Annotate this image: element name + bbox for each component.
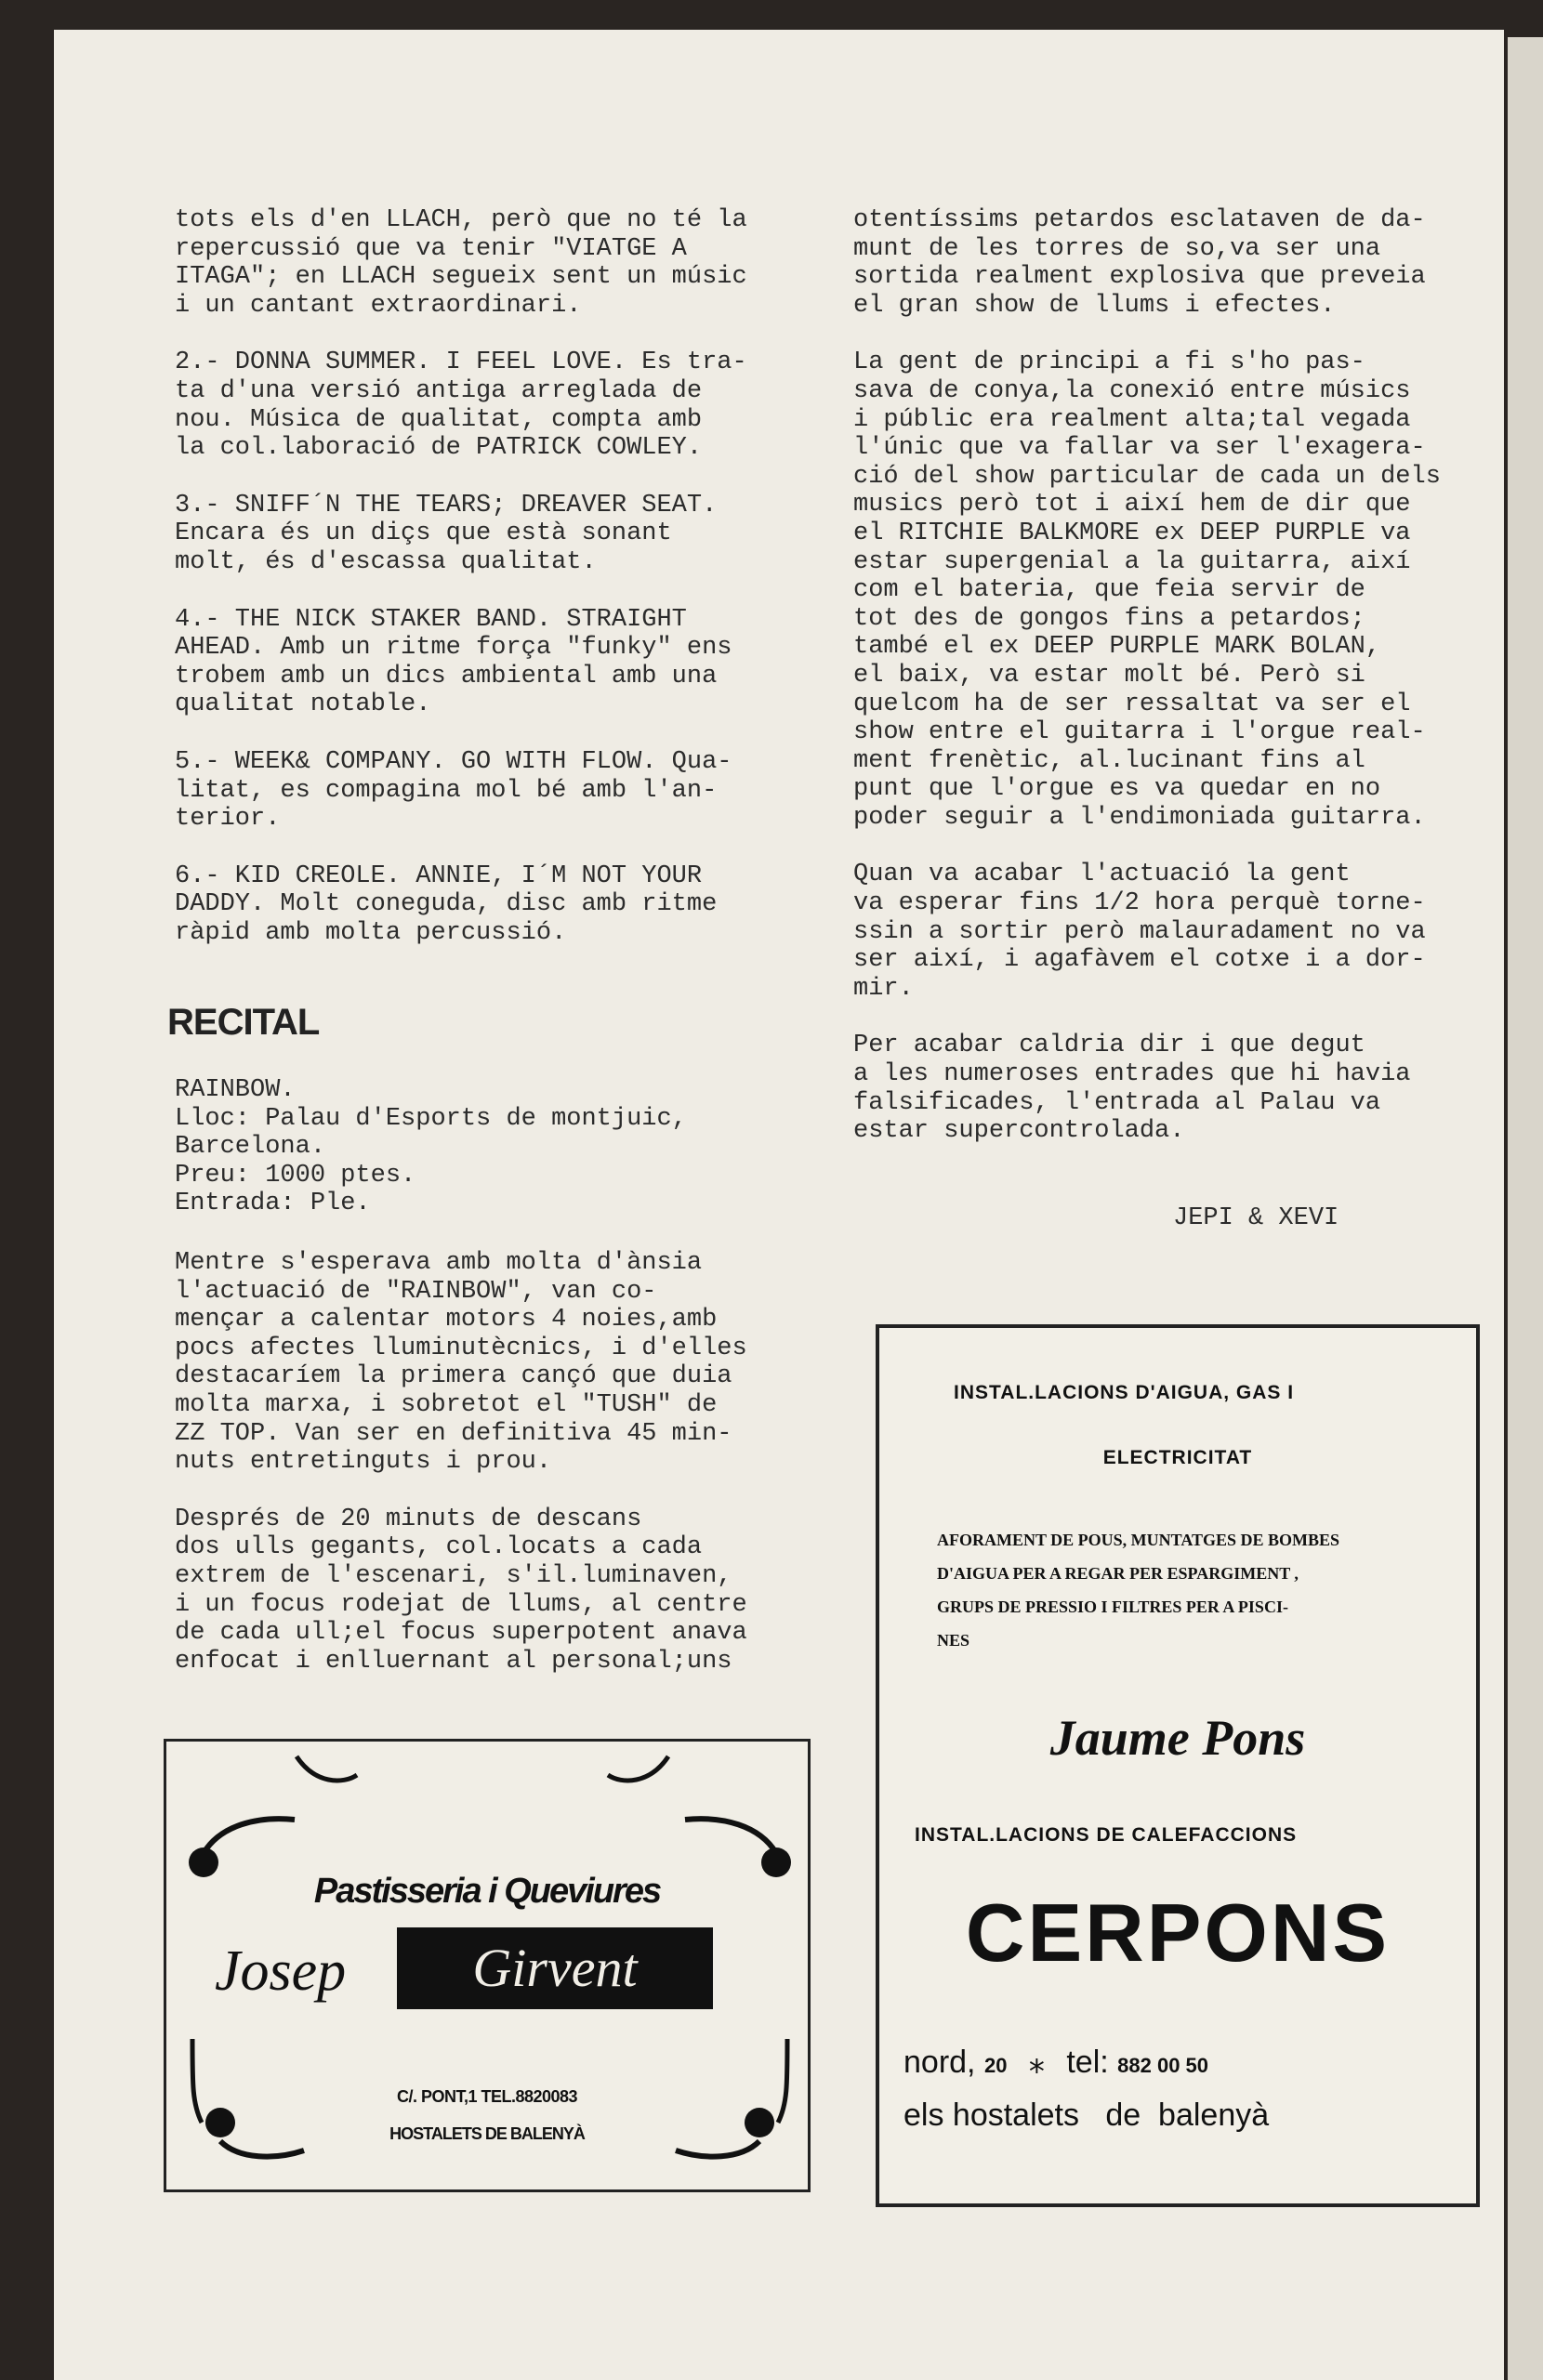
ad-name-last: Girvent — [397, 1927, 713, 2009]
ad-town: HOSTALETS DE BALENYÀ — [389, 2124, 585, 2143]
ornament-top-curl-left-icon — [287, 1747, 362, 1794]
ad-street-number: 20 — [983, 2054, 1008, 2077]
ad-service-line: INSTAL.LACIONS D'AIGUA, GAS I — [954, 1382, 1295, 1403]
ad-title: Pastisseria i Queviures — [313, 1872, 661, 1911]
ad-tel-label: tel: — [1066, 2045, 1118, 2080]
paragraph: tots els d'en LLACH, però que no té la repercussió que va tenir "VIATGE A ITAGA"; en LLACH segueix sent un músic i un cantant extraordinari. — [175, 206, 747, 320]
left-column-bottom — [175, 1249, 825, 1704]
ad-town: els hostalets de balenyà — [903, 2097, 1270, 2133]
paragraph: 6.- KID CREOLE. ANNIE, I´M NOT YOUR DADDY. Molt coneguda, disc amb ritme ràpid amb molta percussió. — [175, 861, 718, 947]
paragraph: 2.- DONNA SUMMER. I FEEL LOVE. Es tra- ta d'una versió antiga arreglada de nou. Música de qualitat, compta amb la col.laboració de PATRICK COWLEY. — [175, 348, 747, 463]
star-icon: ⁎ — [1028, 2045, 1045, 2080]
ornament-top-curl-right-icon — [603, 1747, 678, 1794]
pastisseria-ad — [164, 1739, 811, 2192]
paragraph: 5.- WEEK& COMPANY. GO WITH FLOW. Qua- litat, es compagina mol bé amb l'an- terior. — [175, 747, 732, 834]
ad-brand: CERPONS — [965, 1887, 1391, 1979]
paragraph: 3.- SNIFF´N THE TEARS; DREAVER SEAT. Encara és un diçs que està sonant molt, és d'escassa qualitat. — [175, 491, 718, 576]
ad-street: nord, — [903, 2045, 984, 2080]
ad-name-first: Josep — [215, 1940, 347, 2003]
paragraph: Per acabar caldria dir i que degut a les numeroses entrades que hi havia falsificades, l'entrada al Palau va estar supercontrolada. — [853, 1032, 1411, 1146]
ad-service-line: INSTAL.LACIONS DE CALEFACCIONS — [915, 1824, 1298, 1846]
ad-address — [903, 2044, 1208, 2081]
cerpons-ad — [876, 1324, 1480, 2207]
ad-tel: 882 00 50 — [1117, 2054, 1209, 2077]
paragraph: Després de 20 minuts de descans dos ulls gegants, col.locats a cada extrem de l'escenari, s'il.luminaven, i un focus rodejat de llums, al centre de cada ull;el focus superpotent anava enfocat i enlluernant al personal;uns — [175, 1505, 747, 1676]
ad-address: C/. PONT,1 TEL.8820083 — [396, 2087, 578, 2106]
recital-info: RAINBOW. Lloc: Palau d'Esports de montjuic, Barcelona. Preu: 1000 ptes. Entrada: Ple. — [175, 1076, 687, 1218]
author-signature: JEPI & XEVI — [1173, 1204, 1339, 1232]
right-column — [853, 206, 1523, 1175]
paragraph: Quan va acabar l'actuació la gent va esperar fins 1/2 hora perquè torne- ssin a sortir però malauradament no va ser així, i agafàvem el cotxe i a dor- mir. — [853, 861, 1426, 1003]
ad-body-text: AFORAMENT DE POUS, MUNTATGES DE BOMBES D'AIGUA PER A REGAR PER ESPARGIMENT , GRUPS DE PRESSIO I FILTRES PER A PISCI- NES — [937, 1531, 1340, 1650]
left-column-top — [175, 206, 825, 976]
ad-script-name: Jaume Pons — [1049, 1710, 1306, 1766]
paragraph: La gent de principi a fi s'ho pas- sava de conya,la conexió entre músics i públic era realment alta;tal vegada l'únic que va fallar va ser l'exagera- ció del show particular de cada un dels musics però tot i així hem de dir que el RITCHIE BALKMORE ex DEEP PURPLE va estar supergenial a la guitarra, així com el bateria, que feia servir de tot des de gongos fins a petardos; també el ex DEEP PURPLE MARK BOLAN, el baix, va estar molt bé. Però si quelcom ha de ser ressaltat va ser el show entre el guitarra i l'orgue real- ment frenètic, al.lucinant fins al punt que l'orgue es va quedar en no poder seguir a l'endimoniada guitarra. — [853, 348, 1441, 832]
paragraph: otentíssims petardos esclataven de da- munt de les torres de so,va ser una sortida realment explosiva que preveia el gran show de llums i efectes. — [853, 206, 1426, 320]
section-heading: RECITAL — [167, 1002, 320, 1043]
ad-service-line: ELECTRICITAT — [1102, 1447, 1253, 1468]
paragraph: Mentre s'esperava amb molta d'ànsia l'actuació de "RAINBOW", van co- mençar a calentar motors 4 noies,amb pocs afectes lluminutècnics, i d'elles destacaríem la primera cançó que duia molta marxa, i sobretot el "TUSH" de ZZ TOP. Van ser en definitiva 45 min- nuts entretinguts i prou. — [175, 1249, 747, 1477]
paragraph: 4.- THE NICK STAKER BAND. STRAIGHT AHEAD. Amb un ritme força "funky" ens trobem amb un dics ambiental amb una qualitat notable. — [175, 605, 732, 719]
